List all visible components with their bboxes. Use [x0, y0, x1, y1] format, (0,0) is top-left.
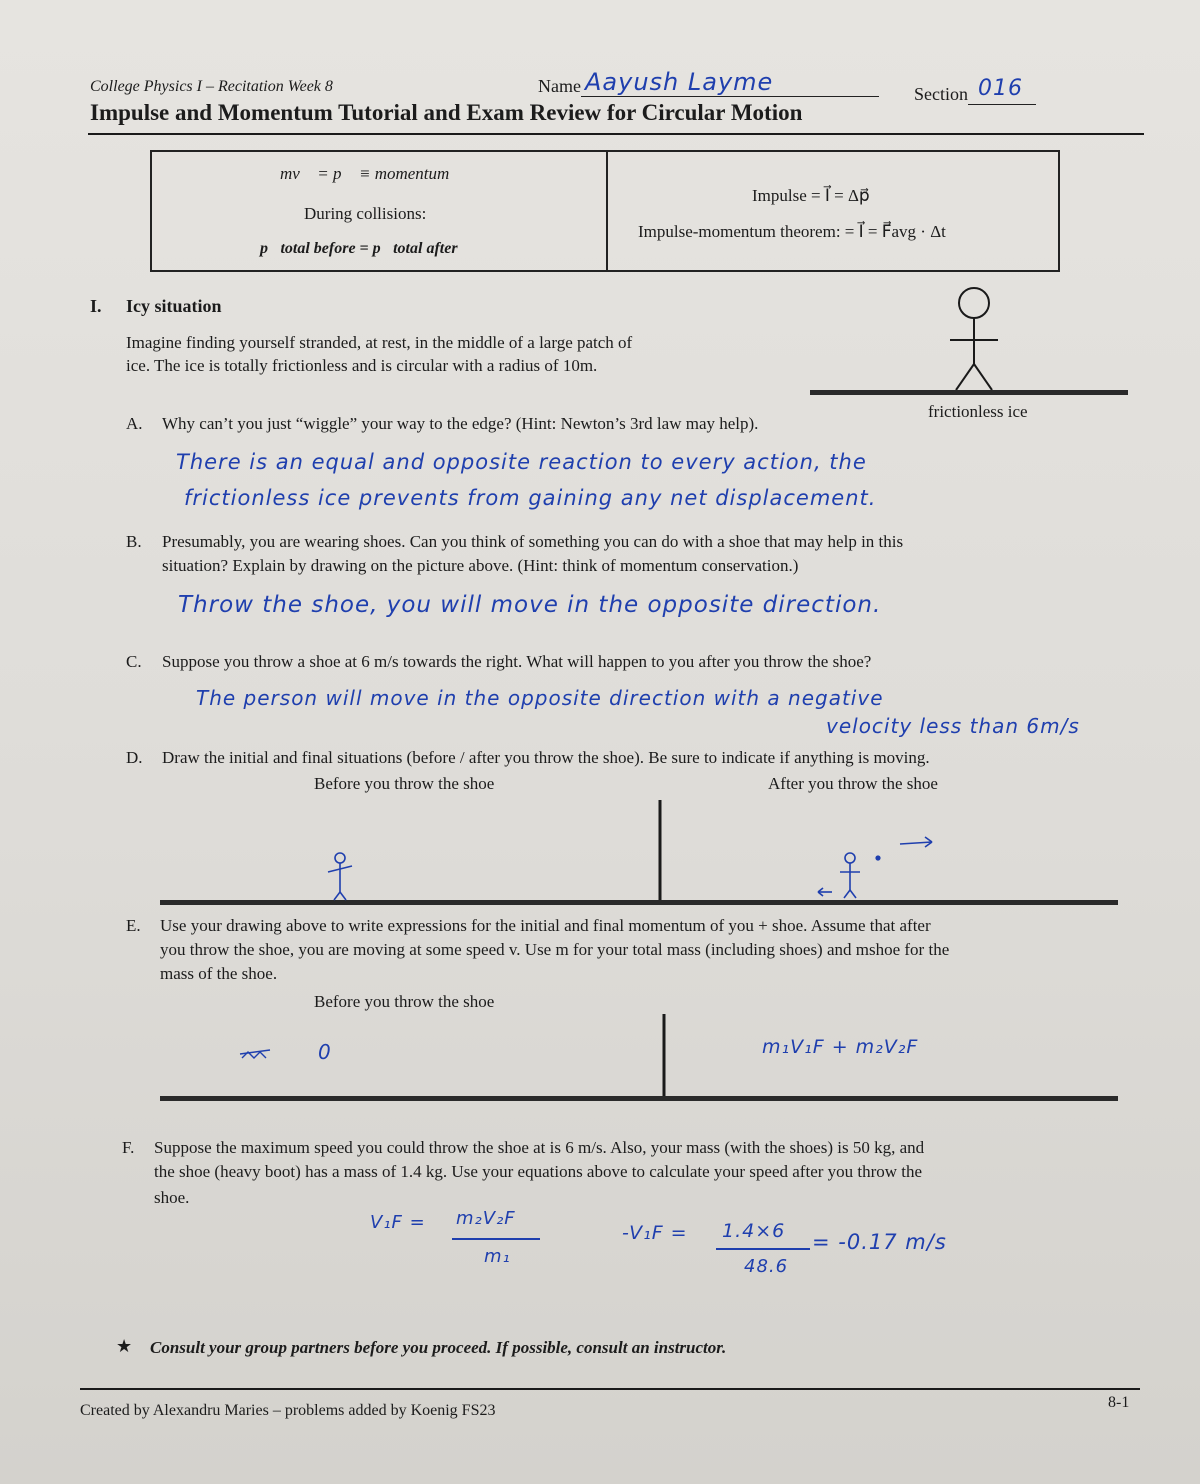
star-icon: ★	[116, 1336, 133, 1356]
answer-c-line-1: The person will move in the opposite direction with a negative	[196, 686, 884, 710]
eq2-denominator: 48.6	[744, 1256, 789, 1277]
question-f-letter: F.	[122, 1138, 135, 1157]
question-c-letter: C.	[126, 652, 142, 671]
momentum-expression-area	[160, 1014, 1120, 1106]
answer-b: Throw the shoe, you will move in the opposite direction.	[178, 592, 882, 618]
question-c-text: Suppose you throw a shoe at 6 m/s towards the right. What will happen to you after you throw the shoe?	[162, 652, 872, 671]
section-value: 016	[978, 76, 1023, 101]
question-f-line-1: Suppose the maximum speed you could throw the shoe at is 6 m/s. Also, your mass (with the shoes) is 50 kg, and	[154, 1138, 925, 1157]
page-title: Impulse and Momentum Tutorial and Exam Review for Circular Motion	[90, 100, 803, 125]
momentum-formula: mv⃗ = p⃗ ≡ momentum	[280, 164, 450, 183]
intro-line-1: Imagine finding yourself stranded, at rest, in the middle of a large patch of	[126, 333, 633, 352]
e-after-answer: m₁V₁F + m₂V₂F	[762, 1036, 919, 1058]
question-f-line-2: the shoe (heavy boot) has a mass of 1.4 kg. Use your equations above to calculate your speed after you throw the	[154, 1162, 923, 1181]
impulse-theorem: Impulse-momentum theorem: = I⃗ = F⃗avg · Δt	[638, 222, 946, 241]
d-after-label: After you throw the shoe	[768, 774, 938, 793]
section-title: Icy situation	[126, 296, 222, 316]
collisions-label: During collisions:	[304, 204, 427, 223]
question-d-letter: D.	[126, 748, 143, 767]
eq2-fraction-bar	[716, 1248, 810, 1250]
footer-credit: Created by Alexandru Maries – problems added by Koenig FS23	[80, 1402, 496, 1419]
consult-note: Consult your group partners before you proceed. If possible, consult an instructor.	[150, 1338, 727, 1357]
eq1-lhs: V₁F =	[370, 1212, 426, 1233]
d-before-label: Before you throw the shoe	[314, 774, 495, 793]
section-label: Section	[914, 84, 968, 104]
conservation-formula: p⃗total before = p⃗total after	[260, 240, 458, 257]
eq2-lhs: -V₁F =	[622, 1222, 688, 1244]
question-b-line-2: situation? Explain by drawing on the picture above. (Hint: think of momentum conservation.)	[162, 556, 799, 575]
section-field	[914, 76, 1036, 105]
intro-line-2: ice. The ice is totally frictionless and is circular with a radius of 10m.	[126, 356, 598, 375]
course-label: College Physics I – Recitation Week 8	[90, 78, 333, 95]
question-e-line-2: you throw the shoe, you are moving at some speed v. Use m for your total mass (including shoes) and mshoe for the	[160, 940, 950, 959]
title-rule	[88, 133, 1144, 135]
stick-figure-on-ice	[810, 286, 1130, 398]
impulse-formula: Impulse = I⃗ = Δp⃗	[752, 186, 870, 205]
question-e-line-1: Use your drawing above to write expressions for the initial and final momentum of you + shoe. Assume that after	[160, 916, 931, 935]
eq2-result: = -0.17 m/s	[812, 1230, 947, 1254]
question-b-line-1: Presumably, you are wearing shoes. Can you think of something you can do with a shoe that may help in this	[162, 532, 904, 551]
before-after-drawing	[160, 800, 1120, 910]
question-f-line-3: shoe.	[154, 1188, 190, 1207]
after-stick-figure	[818, 837, 932, 898]
formula-box	[150, 150, 1060, 272]
footer-rule	[80, 1388, 1140, 1390]
question-d-text: Draw the initial and final situations (before / after you throw the shoe). Be sure to indicate if anything is moving.	[162, 748, 930, 767]
question-a-letter: A.	[126, 414, 143, 433]
eq2-numerator: 1.4×6	[722, 1220, 786, 1242]
section-number: I.	[90, 296, 102, 316]
question-b-letter: B.	[126, 532, 142, 551]
answer-c-line-2: velocity less than 6m/s	[826, 714, 1080, 738]
e-before-answer: 0	[318, 1040, 332, 1064]
question-e-letter: E.	[126, 916, 141, 935]
e-before-label: Before you throw the shoe	[314, 992, 495, 1011]
answer-a-line-2: frictionless ice prevents from gaining any net displacement.	[184, 486, 877, 510]
eq1-denominator: m₁	[484, 1246, 511, 1267]
scribble-mark	[240, 1050, 270, 1058]
figure-caption: frictionless ice	[928, 402, 1028, 421]
formula-divider	[606, 152, 608, 270]
eq1-numerator: m₂V₂F	[456, 1208, 516, 1229]
page-number: 8-1	[1108, 1394, 1130, 1411]
name-label: Name	[538, 76, 581, 96]
question-e-line-3: mass of the shoe.	[160, 964, 278, 983]
answer-a-line-1: There is an equal and opposite reaction to every action, the	[176, 450, 867, 474]
question-a-text: Why can’t you just “wiggle” your way to the edge? (Hint: Newton’s 3rd law may help).	[162, 414, 759, 433]
eq1-fraction-bar	[452, 1238, 540, 1240]
name-field	[538, 68, 879, 97]
before-stick-figure	[328, 853, 352, 900]
name-value: Aayush Layme	[584, 68, 774, 96]
